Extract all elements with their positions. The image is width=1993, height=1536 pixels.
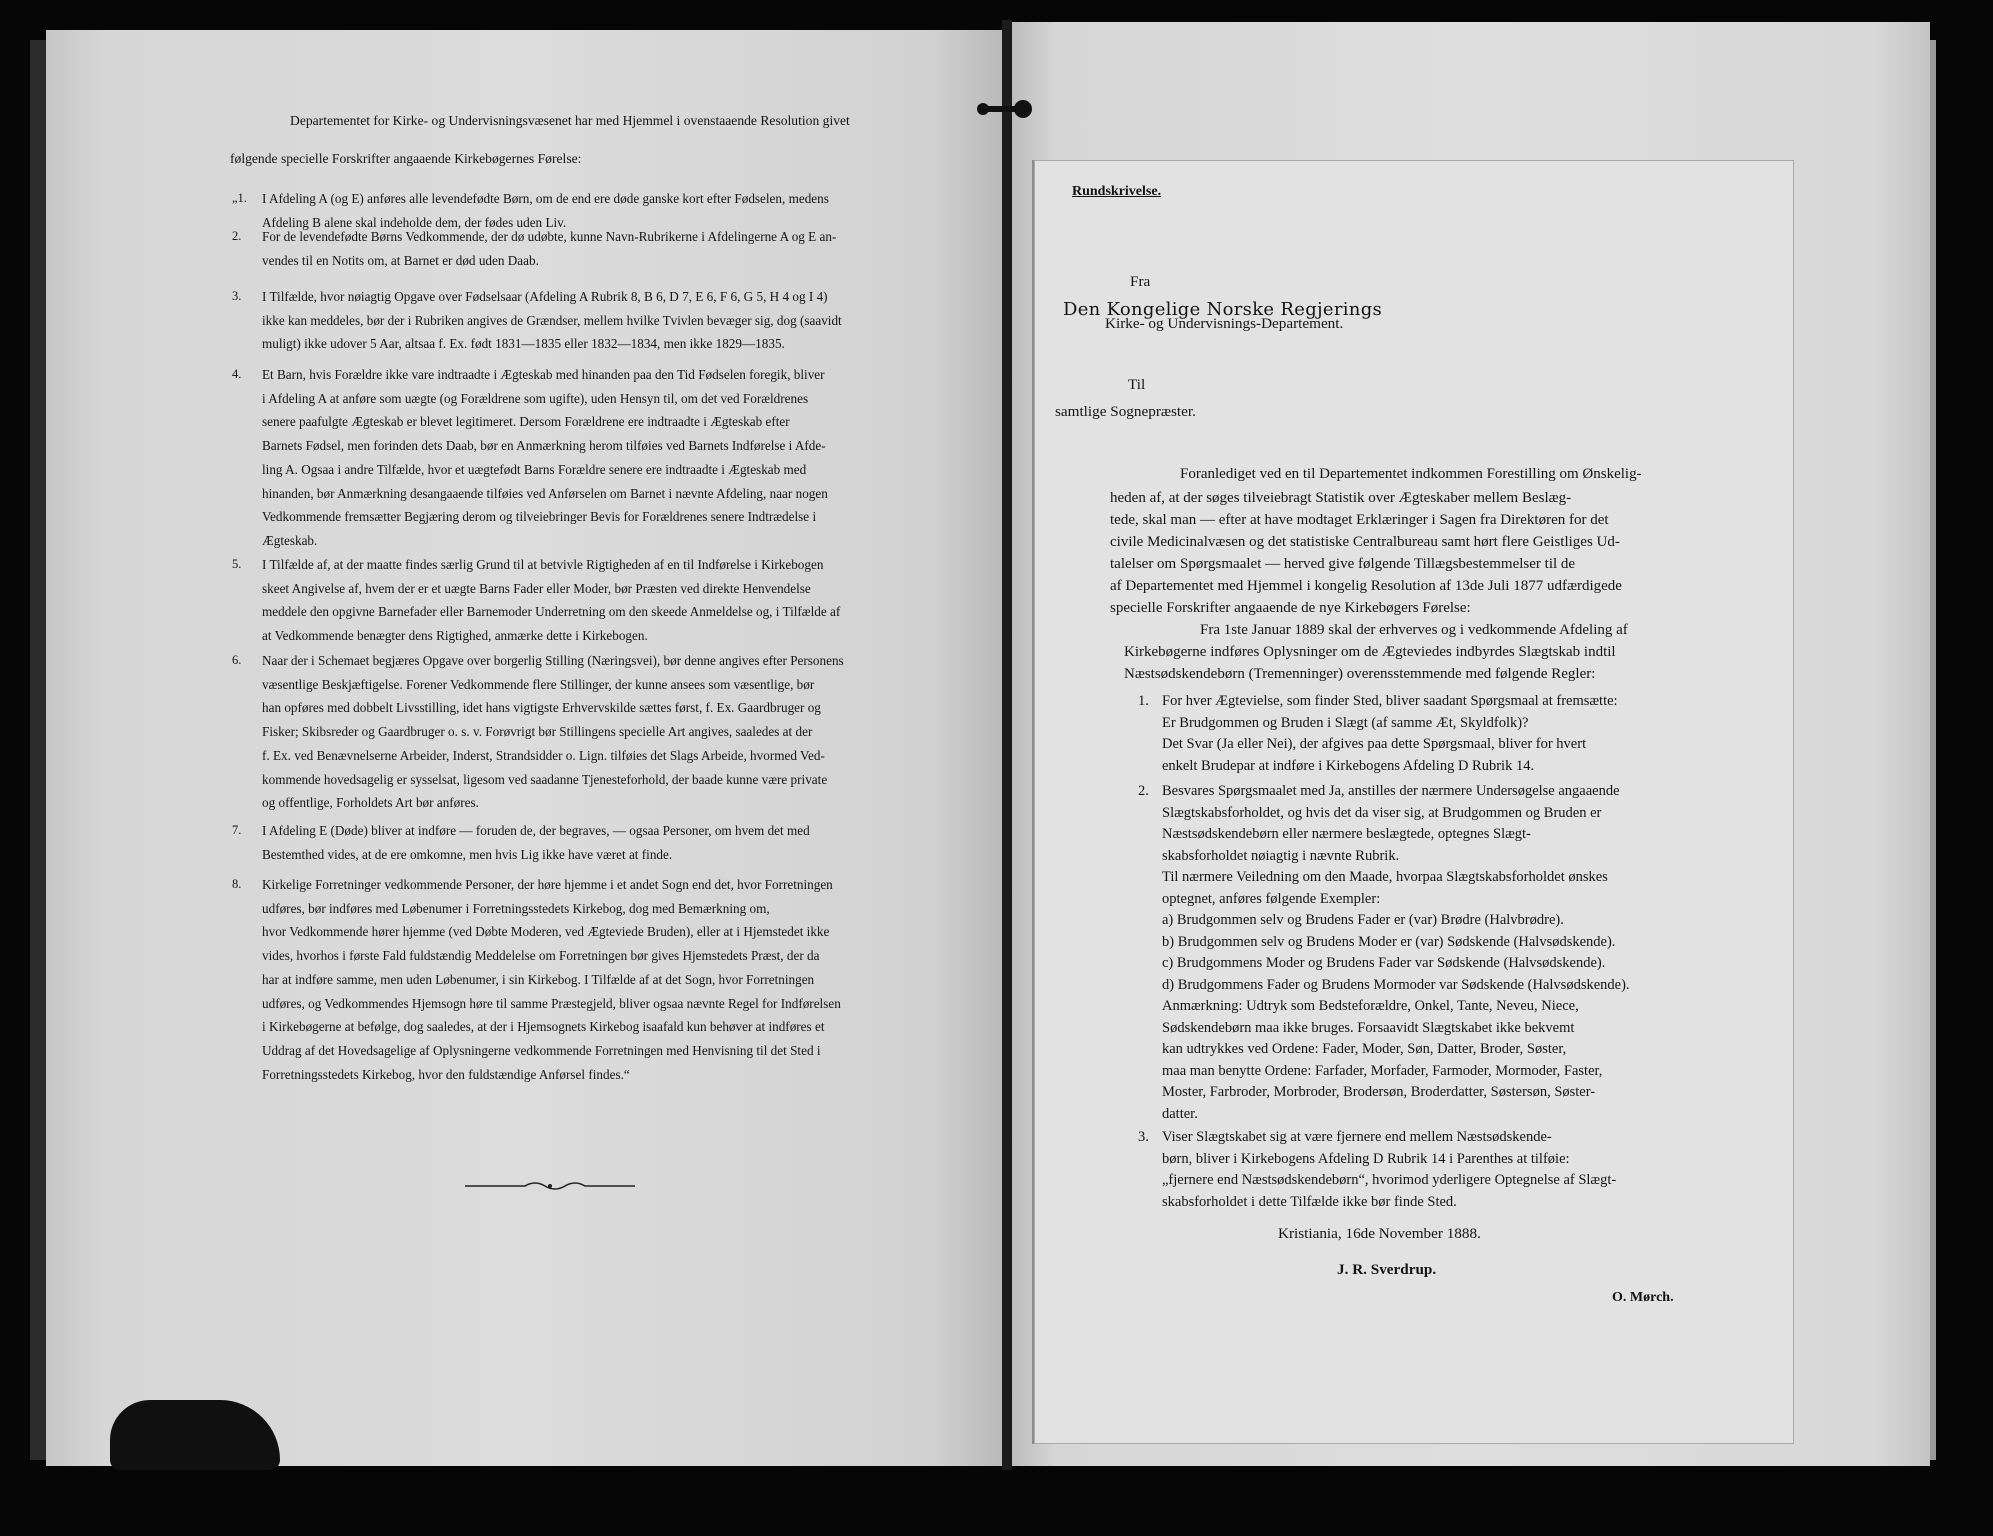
rule-number: 6. xyxy=(232,653,242,667)
rule-line: kommende hovedsagelig er sysselsat, ligesom ved saadanne Tjenesteforhold, der baade kunne være private xyxy=(262,771,828,787)
rule-line: I Tilfælde, hvor nøiagtig Opgave over Fødselsaar (Afdeling A Rubrik 8, B 6, D 7, E 6, F 6, G 5, H 4 og I 4) xyxy=(262,289,828,304)
rule-line: c) Brudgommens Moder og Brudens Fader var Sødskende (Halvsødskende). xyxy=(1162,955,1606,971)
rule-line: optegnet, anføres følgende Exempler: xyxy=(1162,890,1381,907)
rule-line: I Tilfælde af, at der maatte findes særlig Grund til at betvivle Rigtigheden af en til Indførelse i Kirkebogen xyxy=(262,557,824,572)
recipients: samtlige Sognepræster. xyxy=(1055,403,1196,420)
rule-line: udføres, og Vedkommendes Hjemsogn høre til samme Præstegjeld, bliver ogsaa nævnte Regel for Indførelsen xyxy=(262,995,841,1011)
rule-line: skabsforholdet i dette Tilfælde ikke bør finde Sted. xyxy=(1162,1193,1457,1210)
rule-line: senere paafulgte Ægteskab er blevet legitimeret. Dersom Forældrene ere indtraadte i Ægteskab efter xyxy=(262,414,790,430)
rule-line: Et Barn, hvis Forældre ikke vare indtraadte i Ægteskab med hinanden paa den Tid Fødselen foregik, bliver xyxy=(262,367,825,382)
book-spine xyxy=(1002,20,1012,1470)
rule-number: 1. xyxy=(1138,693,1149,709)
rule-line: ikke kan meddeles, bør der i Rubriken angives de Grændser, mellem hvilke Tvivlen bevæger sig, dog (saavidt xyxy=(262,312,842,328)
rule-line: Bestemthed vides, at de ere omkomne, men hvis Lig ikke have været at finde. xyxy=(262,846,673,862)
rule-line: I Afdeling E (Døde) bliver at indføre — foruden de, der begraves, — ogsaa Personer, om hvem det med xyxy=(262,823,810,838)
rule-line: meddele den opgivne Barnefader eller Barnemoder Underretning om den skeede Anmeldelse og, i Tilfælde af xyxy=(262,604,841,620)
rule-line: udføres, bør indføres med Løbenumer i Forretningsstedets Kirkebog, dog med Bemærkning om, xyxy=(262,900,770,916)
rule-line: For hver Ægtevielse, som finder Sted, bliver saadant Spørgsmaal at fremsætte: xyxy=(1162,693,1618,709)
rule-line: „fjernere end Næstsødskendebørn“, hvorimod yderligere Optegnelse af Slægt- xyxy=(1162,1172,1617,1188)
signature-sverdrup: J. R. Sverdrup. xyxy=(1337,1261,1437,1278)
rule-line: har at indføre samme, men uden Løbenumer, i sin Kirkebog. I Tilfælde af at det Sogn, hvor Forretningen xyxy=(262,971,815,987)
rule-line: maa man benytte Ordene: Farfader, Morfader, Farmoder, Mormoder, Faster, xyxy=(1162,1062,1603,1079)
rule-line: I Afdeling A (og E) anføres alle levendefødte Børn, om de end ere døde ganske kort efter Fødselen, medens xyxy=(262,191,829,206)
binding-clip-icon xyxy=(968,95,1038,125)
rule-number: 3. xyxy=(232,289,242,303)
rule-line: Fisker; Skibsreder og Gaardbruger o. s. v. Forøvrigt bør Stillingens specielle Art angives, saaledes at der xyxy=(262,724,813,740)
rule-line: Slægtskabsforholdet, og hvis det da viser sig, at Brudgommen og Bruden er xyxy=(1162,804,1602,821)
circular-heading: Rundskrivelse. xyxy=(1072,184,1162,199)
rule-line: i Afdeling A at anføre som uægte (og Forældrene som ugifte), uden Hensyn til, om det ved Forældrenes xyxy=(262,390,809,406)
rule-number: „1. xyxy=(232,191,247,205)
rule-line: han opføres med dobbelt Livsstilling, idet hans vigtigste Erhvervskilde sættes først, f. Ex. Gaardbruger og xyxy=(262,700,821,716)
rule-line: Naar der i Schemaet begjæres Opgave over borgerlig Stilling (Næringsvei), bør denne angives efter Personens xyxy=(262,653,844,668)
rule-line: Afdeling B alene skal indeholde dem, der fødes uden Liv. xyxy=(262,214,567,230)
body-line: heden af, at der søges tilveiebragt Statistik over Ægteskaber mellem Beslæg- xyxy=(1110,490,1572,506)
rule-line: hinanden, bør Anmærkning desangaaende tilføies ved Anførselen om Barnet i nævnte Afdeling, naar nogen xyxy=(262,485,828,501)
body-line: tede, skal man — efter at have modtaget Erklæringer i Sagen fra Direktøren for det xyxy=(1110,512,1609,528)
rule-line: vendes til en Notits om, at Barnet er død uden Daab. xyxy=(262,252,539,268)
rule-number: 8. xyxy=(232,877,242,891)
rule-line: Barnets Fødsel, men forinden dets Daab, bør en Anmærkning herom tilføies ved Barnets Indførelse i Afde- xyxy=(262,438,826,454)
rule-line: Anmærkning: Udtryk som Bedsteforældre, Onkel, Tante, Neveu, Niece, xyxy=(1162,998,1579,1014)
signature-morch: O. Mørch. xyxy=(1612,1290,1674,1305)
rule-line: Er Brudgommen og Bruden i Slægt (af samme Æt, Skyldfolk)? xyxy=(1162,714,1529,731)
rule-line: skabsforholdet nøiagtig i nævnte Rubrik. xyxy=(1162,847,1400,864)
rule-number: 4. xyxy=(232,367,242,381)
rule-line: at Vedkommende benægter dens Rigtighed, anmærke dette i Kirkebogen. xyxy=(262,628,648,644)
body-line: af Departementet med Hjemmel i kongelig Resolution af 13de Juli 1877 udfærdigede xyxy=(1110,578,1622,594)
body-line: talelser om Spørgsmaalet — herved give følgende Tillægsbestemmelser til de xyxy=(1110,556,1576,572)
rule-line: skeet Angivelse af, hvem der er et uægte Barns Fader eller Moder, bør Præsten ved direkte Henvendelse xyxy=(262,580,811,596)
rule-number: 5. xyxy=(232,557,242,571)
rule-line: Kirkelige Forretninger vedkommende Personer, der høre hjemme i et andet Sogn end det, hvor Forretningen xyxy=(262,877,833,892)
rule-line: muligt) ikke udover 5 Aar, altsaa f. Ex. født 1831—1835 eller 1832—1834, men ikke 1829—1835. xyxy=(262,336,785,352)
rule-number: 3. xyxy=(1138,1129,1149,1145)
rule-line: og offentlige, Forholdets Art bør anføres. xyxy=(262,795,479,811)
rule-line: Moster, Farbroder, Morbroder, Brodersøn, Broderdatter, Søstersøn, Søster- xyxy=(1162,1084,1596,1100)
body-line: civile Medicinalvæsen og det statistiske Centralbureau samt hørt flere Geistliges Ud- xyxy=(1110,534,1620,550)
rule-number: 2. xyxy=(232,229,242,243)
body-line: Fra 1ste Januar 1889 skal der erhverves og i vedkommende Afdeling af xyxy=(1200,622,1628,638)
rule-line: Uddrag af det Hovedsagelige af Oplysningerne vedkommende Forretningen med Henvisning til det Sted i xyxy=(262,1042,821,1058)
page-leaf-edge xyxy=(1930,40,1936,1460)
body-line: Kirkebøgerne indføres Oplysninger om de Ægteviedes indbyrdes Slægtskab indtil xyxy=(1124,644,1616,660)
rule-line: Næstsødskendebørn eller nærmere beslægtede, optegnes Slægt- xyxy=(1162,826,1531,842)
rule-line: kan udtrykkes ved Ordene: Fader, Moder, Søn, Datter, Broder, Søster, xyxy=(1162,1041,1567,1057)
body-line: specielle Forskrifter angaaende de nye Kirkebøgers Førelse: xyxy=(1110,600,1471,616)
rule-number: 7. xyxy=(232,823,242,837)
rule-line: hvor Vedkommende hører hjemme (ved Døbte Moderen, ved Ægteviede Bruden), eller at i Hjemstedet ikke xyxy=(262,924,830,940)
place-and-date: Kristiania, 16de November 1888. xyxy=(1278,1225,1481,1242)
sender-name: Den Kongelige Norske Regjerings xyxy=(1063,299,1383,320)
rule-line: vides, hvorhos i første Fald fuldstændig Meddelelse om Forretningen bør gives Hjemstedets Præst, der da xyxy=(262,948,820,964)
rule-line: i Kirkebøgerne at befølge, dog saaledes, at der i Hjemsognets Kirkebog isaafald kun behøver at indføres et xyxy=(262,1019,825,1035)
to-label: Til xyxy=(1128,376,1146,393)
sender-department: Kirke- og Undervisnings-Departement. xyxy=(1105,315,1344,332)
ornamental-divider-icon xyxy=(465,1180,635,1192)
rule-line: Viser Slægtskabet sig at være fjernere end mellem Næstsødskende- xyxy=(1162,1129,1552,1145)
left-intro-line: følgende specielle Forskrifter angaaende Kirkebøgernes Førelse: xyxy=(230,151,582,166)
rule-line: For de levendefødte Børns Vedkommende, der dø udøbte, kunne Navn-Rubrikerne i Afdelingerne A og E an- xyxy=(262,229,837,244)
from-label: Fra xyxy=(1130,273,1151,290)
rule-line: Sødskendebørn maa ikke bruges. Forsaavidt Slægtskabet ikke bekvemt xyxy=(1162,1019,1575,1036)
rule-line: Til nærmere Veiledning om den Maade, hvorpaa Slægtskabsforholdet ønskes xyxy=(1162,869,1608,885)
rule-line: væsentlige Beskjæftigelse. Forener Vedkommende flere Stillinger, der kunne ansees som væsentlige, bør xyxy=(262,676,815,692)
rule-line: Det Svar (Ja eller Nei), der afgives paa dette Spørgsmaal, bliver for hvert xyxy=(1162,736,1587,752)
rule-line: Forretningsstedets Kirkebog, hvor den fuldstændige Anførsel findes.“ xyxy=(262,1066,630,1082)
body-line: Næstsødskendebørn (Tremenninger) overensstemmende med følgende Regler: xyxy=(1124,666,1596,682)
rule-line: enkelt Brudepar at indføre i Kirkebogens Afdeling D Rubrik 14. xyxy=(1162,757,1535,774)
circular-sheet xyxy=(1032,160,1794,1444)
rule-line: a) Brudgommen selv og Brudens Fader er (var) Brødre (Halvbrødre). xyxy=(1162,912,1564,928)
left-intro-line: Departementet for Kirke- og Undervisningsvæsenet har med Hjemmel i ovenstaaende Resolution givet xyxy=(290,113,850,128)
rule-line: børn, bliver i Kirkebogens Afdeling D Rubrik 14 i Parenthes at tilføie: xyxy=(1162,1150,1570,1167)
body-line: Foranlediget ved en til Departementet indkommen Forestilling om Ønskelig- xyxy=(1180,466,1642,482)
rule-line: d) Brudgommens Fader og Brudens Mormoder var Sødskende (Halvsødskende). xyxy=(1162,976,1630,993)
rule-line: b) Brudgommen selv og Brudens Moder er (var) Sødskende (Halvsødskende). xyxy=(1162,933,1616,950)
rule-number: 2. xyxy=(1138,783,1149,799)
rule-line: f. Ex. ved Benævnelserne Arbeider, Inderst, Strandsidder o. Lign. tilføies det Slags Arbeide, hvormed Ved- xyxy=(262,747,825,763)
rule-line: ling A. Ogsaa i andre Tilfælde, hvor et uægtefødt Barns Forældre senere ere indtraadte i Ægteskab med xyxy=(262,461,807,477)
rule-line: Vedkommende fremsætter Begjæring derom og tilveiebringer Bevis for Forældrenes senere Indtrædelse i xyxy=(262,509,817,525)
rule-line: datter. xyxy=(1162,1105,1198,1122)
rule-line: Ægteskab. xyxy=(262,532,318,548)
thumb-shadow xyxy=(110,1400,280,1470)
rule-line: Besvares Spørgsmaalet med Ja, anstilles der nærmere Undersøgelse angaaende xyxy=(1162,783,1620,799)
